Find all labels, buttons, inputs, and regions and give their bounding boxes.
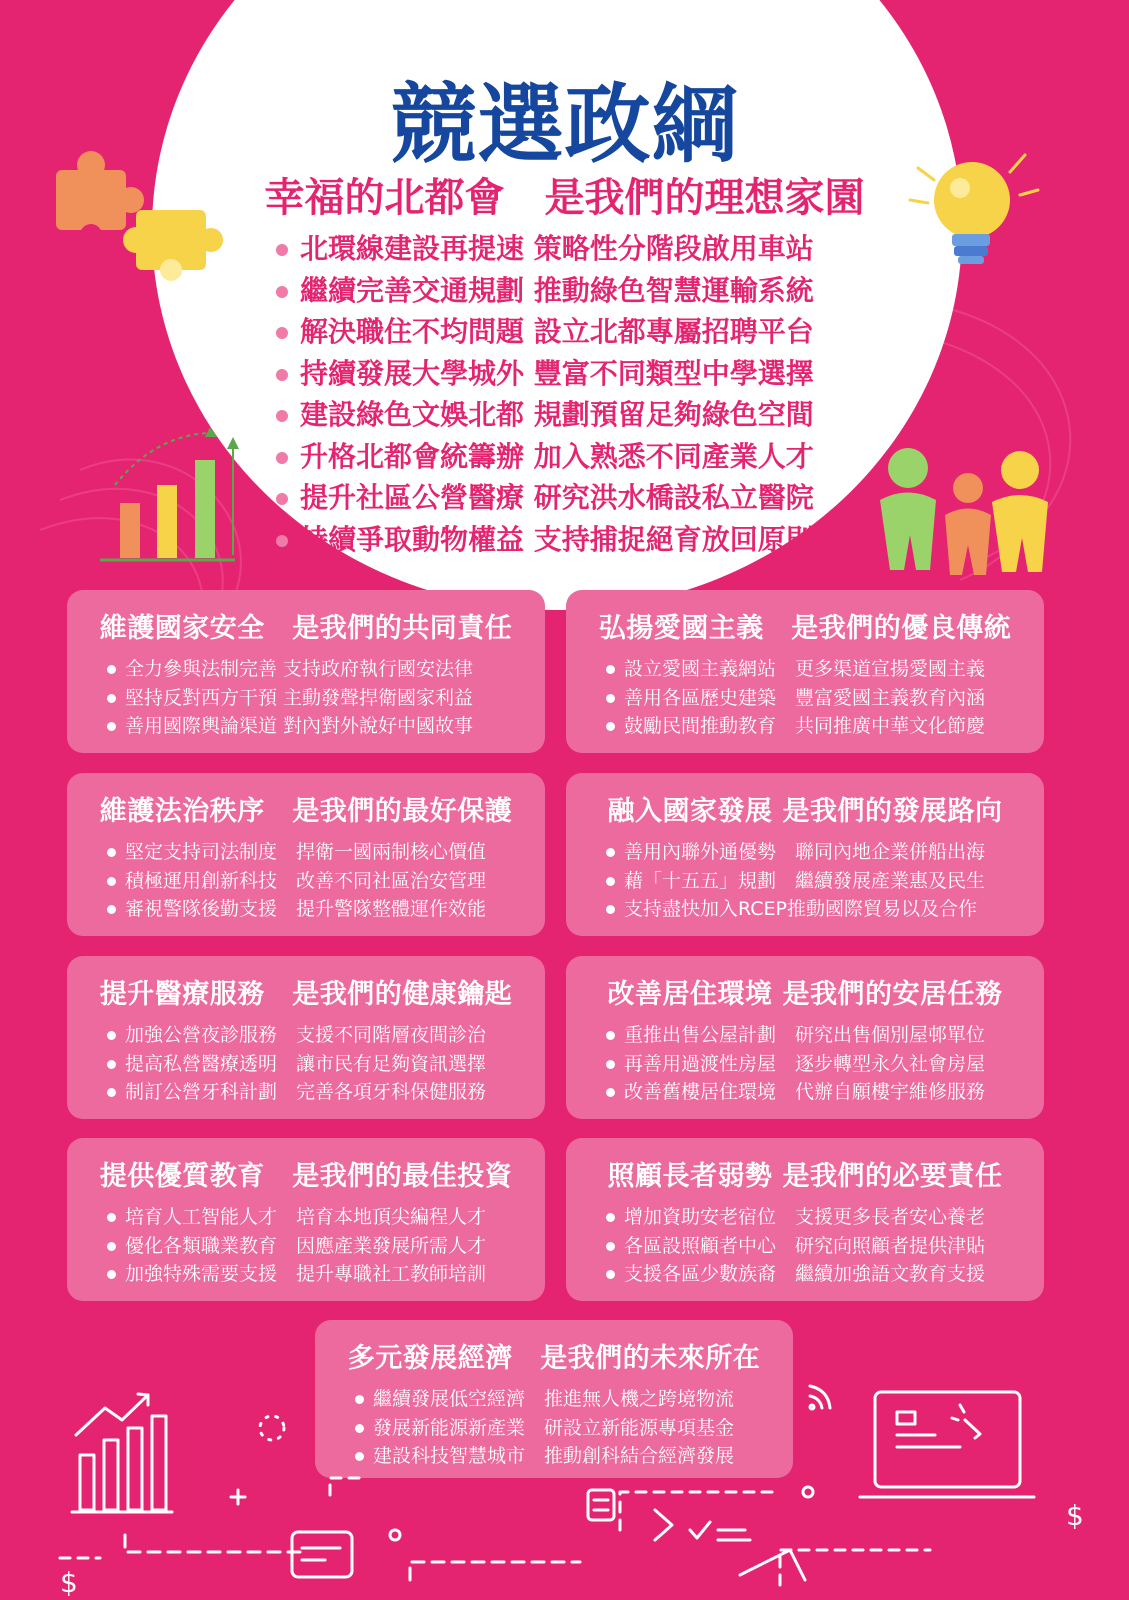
page-title: 競選政綱: [390, 75, 739, 175]
card-national-security: [67, 590, 545, 753]
card-item: 堅持反對西方干預 主動發聲捍衛國家利益: [107, 684, 545, 713]
card-title: 弘揚愛國主義 是我們的優良傳統: [598, 613, 1012, 644]
card-item: 制訂公營牙科計劃 完善各項牙科保健服務: [107, 1078, 545, 1107]
card-item: 支持盡快加入RCEP推動國際貿易以及合作: [606, 895, 1044, 924]
bullet-icon: [276, 535, 288, 547]
card-item: 繼續發展低空經濟 推進無人機之跨境物流: [355, 1385, 793, 1414]
card-rule-of-law: [67, 773, 545, 936]
card-patriotism: [566, 590, 1044, 753]
card-item: 善用國際輿論渠道 對內對外說好中國故事: [107, 712, 545, 741]
bullet-icon: [276, 286, 288, 298]
card-item: 加強特殊需要支援 提升專職社工教師培訓: [107, 1260, 545, 1289]
card-item: 鼓勵民間推動教育 共同推廣中華文化節慶: [606, 712, 1044, 741]
card-item: 加強公營夜診服務 支援不同階層夜間診治: [107, 1021, 545, 1050]
card-title: 照顧長者弱勢 是我們的必要責任: [607, 1161, 1003, 1192]
card-item: 培育人工智能人才 培育本地頂尖編程人才: [107, 1203, 545, 1232]
card-title: 提升醫療服務 是我們的健康鑰匙: [99, 979, 513, 1010]
card-housing: [566, 956, 1044, 1119]
bullet-icon: [276, 369, 288, 381]
main-point: 提升社區公營醫療 研究洪水橋設私立醫院: [276, 477, 814, 519]
card-item: 藉「十五五」規劃 繼續發展產業惠及民生: [606, 867, 1044, 896]
page-subtitle: 幸福的北都會 是我們的理想家園: [264, 175, 865, 221]
main-point: 解決職住不均問題 設立北都專屬招聘平台: [276, 311, 814, 353]
card-item: 提高私營醫療透明 讓市民有足夠資訊選擇: [107, 1050, 545, 1079]
card-item: 全力參與法制完善 支持政府執行國安法律: [107, 655, 545, 684]
card-item: 重推出售公屋計劃 研究出售個別屋邨單位: [606, 1021, 1044, 1050]
tech-line-art: [0, 1380, 1129, 1600]
bar-chart-icon: [95, 425, 245, 570]
main-point: 建設綠色文娛北都 規劃預留足夠綠色空間: [276, 394, 814, 436]
main-points-list: [276, 228, 814, 560]
card-title: 維護法治秩序 是我們的最好保護: [99, 796, 513, 827]
card-education: [67, 1138, 545, 1301]
card-title: 維護國家安全 是我們的共同責任: [99, 613, 513, 644]
family-icon: [860, 440, 1070, 580]
card-medical-services: [67, 956, 545, 1119]
card-title: 提供優質教育 是我們的最佳投資: [99, 1161, 513, 1192]
card-item: 增加資助安老宿位 支援更多長者安心養老: [606, 1203, 1044, 1232]
bullet-icon: [276, 327, 288, 339]
card-elderly-care: [566, 1138, 1044, 1301]
card-item: 支援各區少數族裔 繼續加強語文教育支援: [606, 1260, 1044, 1289]
main-point: 繼續完善交通規劃 推動綠色智慧運輸系統: [276, 270, 814, 312]
main-point: 升格北都會統籌辦 加入熟悉不同產業人才: [276, 436, 814, 478]
card-item: 建設科技智慧城市 推動創科結合經濟發展: [355, 1442, 793, 1471]
bullet-icon: [276, 493, 288, 505]
card-title: 多元發展經濟 是我們的未來所在: [347, 1343, 761, 1374]
bullet-icon: [276, 244, 288, 256]
main-point: 持續爭取動物權益 支持捕捉絕育放回原則: [276, 519, 814, 561]
card-item: 優化各類職業教育 因應產業發展所需人才: [107, 1232, 545, 1261]
card-item: 改善舊樓居住環境 代辦自願樓宇維修服務: [606, 1078, 1044, 1107]
bullet-icon: [276, 410, 288, 422]
dots-icon: [260, 1416, 284, 1440]
card-item: 積極運用創新科技 改善不同社區治安管理: [107, 867, 545, 896]
card-item: 審視警隊後勤支援 提升警隊整體運作效能: [107, 895, 545, 924]
card-item: 善用內聯外通優勢 聯同內地企業併船出海: [606, 838, 1044, 867]
main-point: 持續發展大學城外 豐富不同類型中學選擇: [276, 353, 814, 395]
bullet-icon: [276, 452, 288, 464]
card-national-development: [566, 773, 1044, 936]
card-title: 改善居住環境 是我們的安居任務: [607, 979, 1003, 1010]
card-item: 各區設照顧者中心 研究向照顧者提供津貼: [606, 1232, 1044, 1261]
card-item: 堅定支持司法制度 捍衛一國兩制核心價值: [107, 838, 545, 867]
card-item: 設立愛國主義網站 更多渠道宣揚愛國主義: [606, 655, 1044, 684]
svg-text:$: $: [60, 1566, 78, 1599]
growth-chart-icon: [72, 1394, 172, 1512]
card-item: 再善用過渡性房屋 逐步轉型永久社會房屋: [606, 1050, 1044, 1079]
main-point: 北環線建設再提速 策略性分階段啟用車站: [276, 228, 814, 270]
card-item: 善用各區歷史建築 豐富愛國主義教育內涵: [606, 684, 1044, 713]
card-title: 融入國家發展 是我們的發展路向: [607, 796, 1003, 827]
svg-text:$: $: [1066, 1499, 1084, 1532]
card-item: 發展新能源新產業 研設立新能源專項基金: [355, 1414, 793, 1443]
